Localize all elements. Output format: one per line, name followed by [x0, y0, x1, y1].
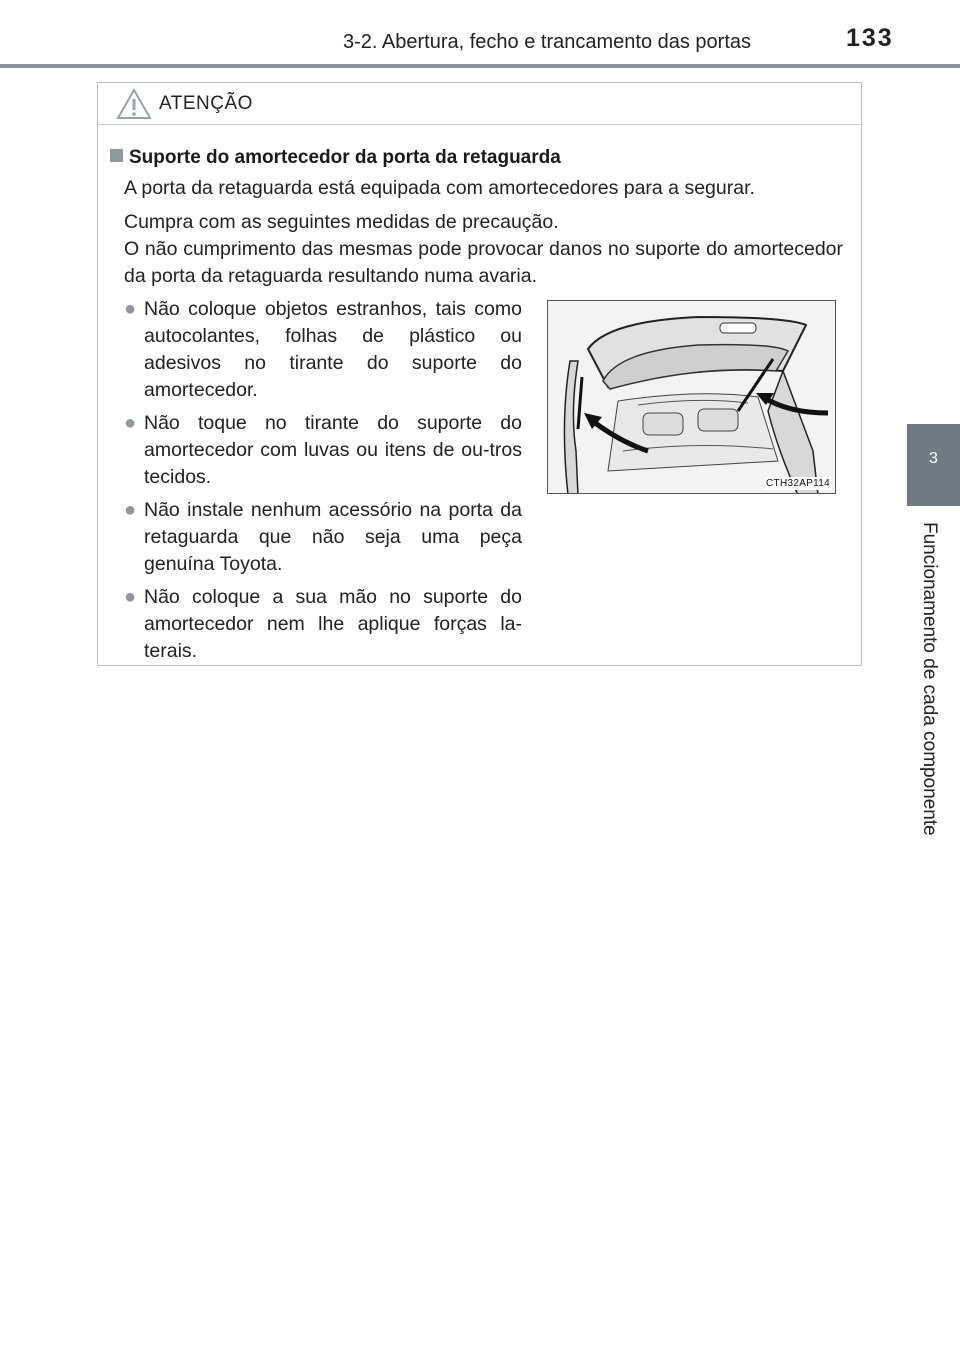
page-number: 133: [846, 24, 894, 52]
list-item-text: Não toque no tirante do suporte do amortecedor com luvas ou itens de ou-tros tecidos.: [144, 412, 522, 488]
bullet-list: [124, 296, 522, 671]
section-heading: [110, 147, 561, 169]
bullet-dot-icon: ●: [124, 298, 137, 320]
chapter-tab: [907, 424, 960, 506]
list-item: [124, 584, 522, 665]
figure-code: CTH32AP114: [766, 478, 830, 489]
list-item-text: Não instale nenhum acessório na porta da retaguarda que não seja uma peça genuína Toyota.: [144, 499, 522, 575]
square-bullet-icon: [110, 149, 123, 162]
header-rule: [0, 64, 960, 68]
tailgate-illustration: [547, 300, 836, 494]
list-item: [124, 497, 522, 578]
chapter-number: 3: [929, 450, 938, 467]
bullet-dot-icon: ●: [124, 586, 137, 608]
bullet-dot-icon: ●: [124, 499, 137, 521]
bullet-dot-icon: ●: [124, 412, 137, 434]
list-item: [124, 410, 522, 491]
warning-box: [97, 82, 862, 666]
header-section-title: 3-2. Abertura, fecho e trancamento das portas: [343, 31, 752, 53]
intro-paragraph: A porta da retaguarda está equipada com amortecedores para a segurar.: [124, 177, 755, 199]
warning-header: [98, 83, 861, 125]
warning-triangle-icon: [116, 88, 152, 120]
tailgate-damper-illustration: [548, 301, 836, 494]
list-item-text: Não coloque objetos estranhos, tais como autocolantes, folhas de plástico ou adesivos no tirante do suporte do amortecedor.: [144, 298, 522, 401]
list-item-text: Não coloque a sua mão no suporte do amortecedor nem lhe aplique forças la-terais.: [144, 586, 522, 662]
chapter-label: Funcionamento de cada componente: [919, 522, 940, 836]
section-heading-text: Suporte do amortecedor da porta da retaguarda: [129, 147, 561, 168]
warning-title: ATENÇÃO: [159, 93, 253, 114]
list-item: [124, 296, 522, 404]
precaution-paragraph: Cumpra com as seguintes medidas de precaução. O não cumprimento das mesmas pode provocar danos no suporte do amortecedor da porta da retaguarda resultando numa avaria.: [124, 211, 843, 287]
